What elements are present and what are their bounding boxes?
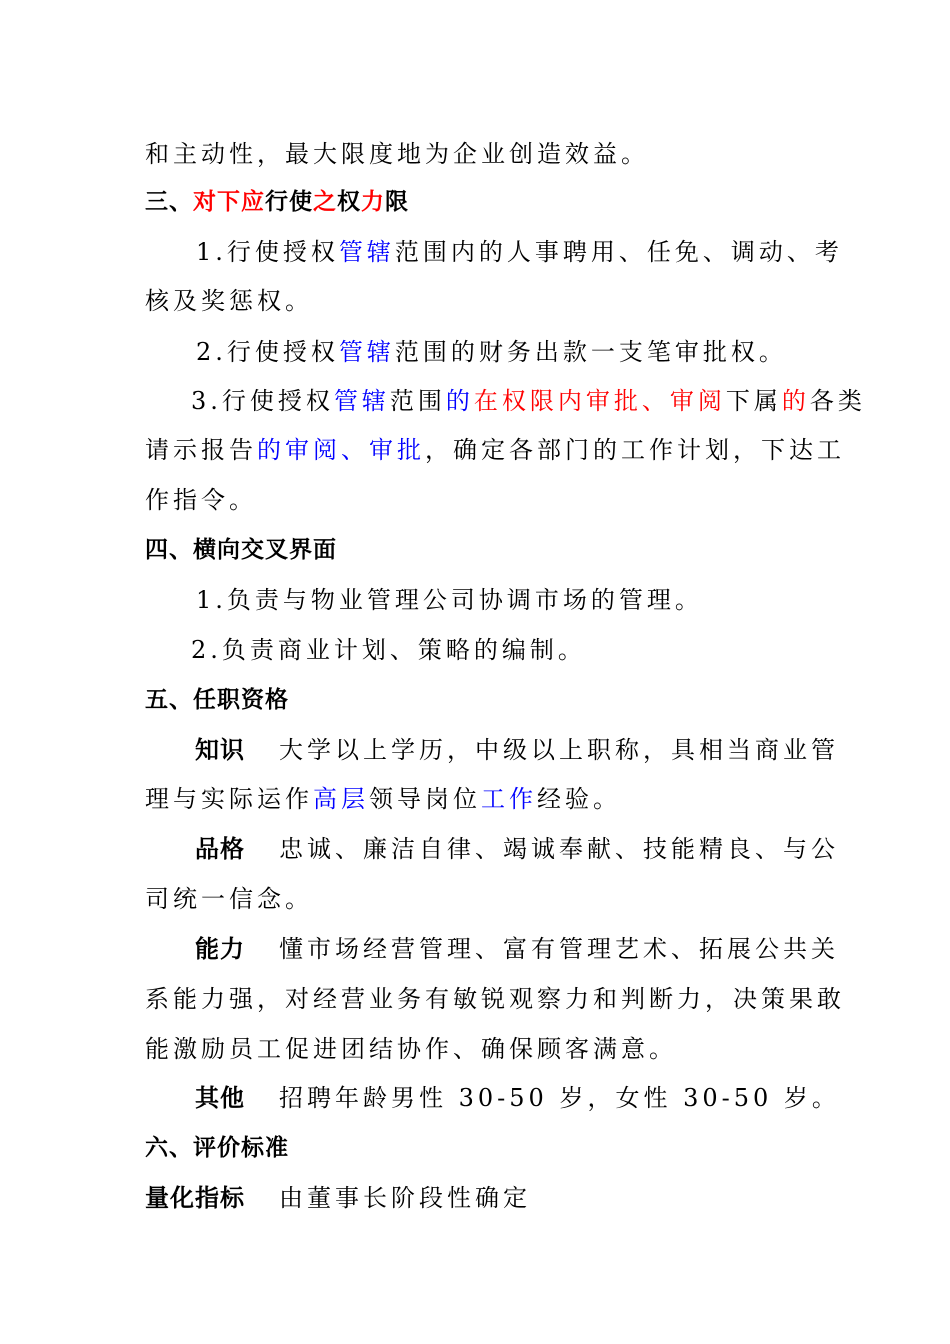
character-row-cont: 司统一信念。 [145,885,313,913]
item-text: 各类 [809,387,866,415]
section-heading-3 [145,186,409,218]
ability-text: 懂市场经营管理、富有管理艺术、拓展公共关 [279,935,839,963]
section-heading-6: 六、评价标准 [145,1135,289,1161]
item-text-highlight: 管辖 [338,238,395,266]
other-label: 其他 [195,1084,245,1112]
knowledge-row [195,734,839,766]
section-3-number: 三、 [145,189,193,215]
knowledge-text: 大学以上学历，中级以上职称，具相当商业管 [279,736,839,764]
section-3-title-part: 限 [385,189,409,215]
item-3-2 [196,336,787,368]
item-3-3 [191,385,866,417]
item-text-highlight: 的 [445,387,474,415]
section-3-title-part: 对下应 [193,189,265,215]
item-text: 1.行使授权 [196,238,339,266]
ability-row-cont-2: 能激励员工促进团结协作、确保顾客满意。 [145,1035,677,1063]
item-text: 范围的财务出款一支笔审批权。 [394,338,787,366]
knowledge-row-cont [145,783,621,815]
item-3-3-cont-2 [145,484,257,516]
item-text: 2.行使授权 [196,338,339,366]
knowledge-text: 经验。 [537,785,621,813]
character-text: 忠诚、廉洁自律、竭诚奉献、技能精良、与公 [279,835,839,863]
knowledge-text-highlight: 高层 [313,785,369,813]
item-text: 下属 [725,387,782,415]
item-text-highlight: 管辖 [338,338,395,366]
character-label: 品格 [195,835,245,863]
ability-row [195,933,839,965]
knowledge-text: 领导岗位 [369,785,481,813]
character-row [195,833,839,865]
item-text: 3.行使授权 [191,387,334,415]
ability-label: 能力 [195,935,245,963]
item-text: 核及奖惩权。 [145,287,313,315]
section-3-title-part: 之 [313,189,337,215]
item-3-1 [196,236,843,268]
item-text-highlight-red: 的 [781,387,810,415]
item-text-highlight-red: 在权限内审批、审阅 [473,387,726,415]
item-text: 请示报告 [145,436,257,464]
paragraph-intro [145,138,649,170]
quant-label: 量化指标 [145,1184,245,1212]
section-3-title-part: 力 [361,189,385,215]
item-3-1-cont [145,285,313,317]
quant-text: 由董事长阶段性确定 [279,1184,531,1212]
section-heading-4: 四、横向交叉界面 [145,537,337,563]
knowledge-label: 知识 [195,736,245,764]
intro-text: 和主动性，最大限度地为企业创造效益。 [145,140,649,168]
section-3-title-part: 权 [337,189,361,215]
item-text: 范围 [389,387,446,415]
section-heading-5: 五、任职资格 [145,687,289,713]
item-text: ，确定各部门的工作计划，下达工 [425,436,845,464]
item-4-1: 1.负责与物业管理公司协调市场的管理。 [196,586,703,614]
section-3-title-part: 行使 [265,189,313,215]
item-4-2: 2.负责商业计划、策略的编制。 [191,636,586,664]
other-text: 招聘年龄男性 30-50 岁，女性 30-50 岁。 [279,1084,840,1112]
item-text-highlight: 管辖 [333,387,390,415]
item-text: 范围内的人事聘用、任免、调动、考 [394,238,843,266]
quant-row [145,1182,531,1214]
item-text: 作指令。 [145,486,257,514]
other-row [195,1082,840,1114]
item-3-3-cont [145,434,845,466]
knowledge-text-highlight: 工作 [481,785,537,813]
knowledge-text: 理与实际运作 [145,785,313,813]
item-text-highlight: 的审阅、审批 [257,436,425,464]
ability-row-cont: 系能力强，对经营业务有敏锐观察力和判断力，决策果敢 [145,985,845,1013]
